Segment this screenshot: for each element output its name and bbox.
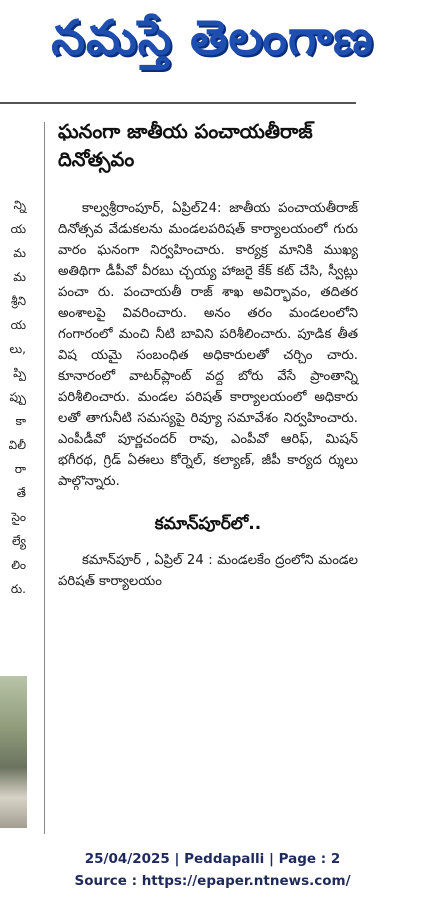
fragment-text: రు.	[10, 582, 26, 596]
fragment-text: న్ని	[13, 198, 26, 212]
masthead	[0, 0, 425, 88]
article-body-continued: కమాన్‌పూర్ , ఏప్రిల్ 24 : మండలకేం ద్రంలోని మండల పరిషత్ కార్యాలయం	[58, 553, 358, 589]
article	[58, 118, 358, 612]
fragment-text: శ్రీని	[10, 294, 26, 308]
adjacent-photo	[0, 676, 27, 828]
column-divider	[44, 122, 45, 834]
source-url: Source : https://epaper.ntnews.com/	[74, 873, 351, 889]
fragment-text: లిం	[11, 558, 26, 572]
fragment-text: ప్పి	[13, 366, 26, 380]
fragment-text: య	[10, 318, 26, 332]
fragment-text: విలీ	[8, 438, 26, 452]
fragment-text: మ	[13, 246, 26, 260]
fragment-text: లు,	[9, 342, 26, 356]
fragment-text: మ	[13, 270, 26, 284]
fragment-text: ప్పు	[9, 390, 26, 404]
article-body: కాల్వశ్రీరాంపూర్, ఏప్రిల్24: జాతీయ పంచాయతీరాజ్ దినోత్సవ వేడుకలను మండలపరిషత్ కార్యాలయంలో గురు వారం ఘనంగా నిర్వహించారు. కార్యక్ర మానికి ముఖ్య అతిథిగా డీపీవో వీరబు చ్చయ్య హాజరై కేక్ కట్ చేసి, స్వీట్లు పంచా రు. పంచాయతీ రాజ్ శాఖ అవిర్భావం, తదితర అంశాలపై వివరించారు. అనం తరం మండలంలోని గంగారంలో మంచి నీటి బావిని పరిశీలించారు. పూడిక తీత విష యమై సంబంధిత అధికారులతో చర్చిం చారు. కూనారంలో వాటర్‌ప్లాంట్ వద్ద బోరు వేసే ప్రాంతాన్ని పరిశీలించారు. మండల పరిషత్ కార్యాలయంలో అధికారు లతో తాగునీటి సమస్యపై రివ్యూ సమావేశం నిర్వహించారు. ఎంపీడీవో పూర్ణచందర్ రావు, ఎంపీవో ఆరిఫ్, మిషన్ భగీరథ, గ్రిడ్ ఏఈలు కోర్నెల్, కల్యాణ్, జీపీ కార్యద ర్శులు పాల్గొన్నారు.	[58, 201, 358, 489]
fragment-text: సైం	[11, 510, 26, 524]
fragment-text: తే	[16, 486, 26, 500]
fragment-text: ల్యే	[11, 534, 26, 548]
fragment-text: య	[10, 222, 26, 236]
newspaper-logo-title: నమస్తే తెలంగాణ	[51, 10, 374, 66]
fragment-text: కా	[15, 414, 26, 428]
article-headline: ఘనంగా జాతీయ పంచాయతీరాజ్ దినోత్సవం	[58, 120, 313, 171]
header-rule	[0, 102, 356, 104]
edition-info: 25/04/2025 | Peddapalli | Page : 2	[84, 851, 341, 867]
page-footer	[0, 848, 425, 892]
fragment-text: రా	[14, 462, 26, 476]
article-subheading: కమాన్‌పూర్‌లో..	[154, 514, 262, 534]
